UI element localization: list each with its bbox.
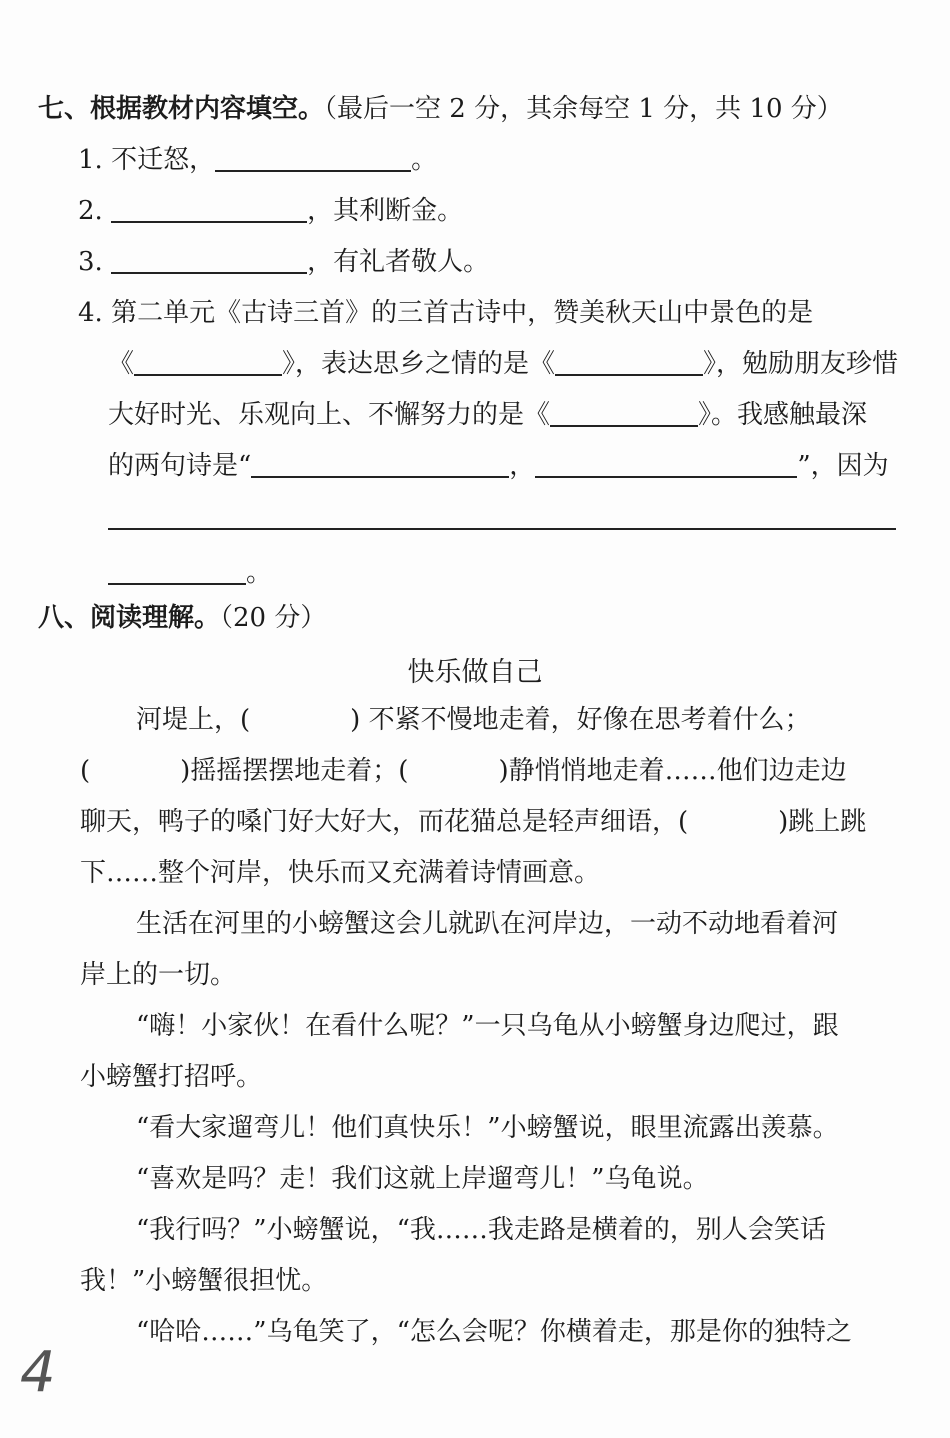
p1-text-c: ( <box>80 756 91 786</box>
q4-blank-reason-end[interactable] <box>108 557 246 585</box>
q4-number: 4. <box>78 298 103 328</box>
question-2 <box>78 194 463 228</box>
p3-line2: 小螃蟹打招呼。 <box>80 1062 263 1092</box>
q4-bracket-open: 《 <box>108 349 135 379</box>
q4-text-a: 》，表达思乡之情的是《 <box>282 349 556 379</box>
q2-number: 2. <box>78 196 103 226</box>
page-number: 4 <box>20 1340 56 1405</box>
q4-line1: 第二单元《古诗三首》的三首古诗中，赞美秋天山中景色的是 <box>111 298 814 328</box>
q1-number: 1. <box>78 145 103 175</box>
p7-line1: “哈哈……”乌龟笑了，“怎么会呢？你横着走，那是你的独特之 <box>136 1317 852 1347</box>
q4-text-b: 》，勉励朋友珍惜 <box>703 349 899 379</box>
q4-line4 <box>108 449 889 483</box>
p3-line1: “嗨！小家伙！在看什么呢？”一只乌龟从小螃蟹身边爬过，跟 <box>136 1011 839 1041</box>
q4-end: 。 <box>246 558 273 588</box>
p1-text-a: 河堤上，( <box>136 705 251 735</box>
q3-text: ，有礼者敬人。 <box>307 247 490 277</box>
q4-line6 <box>108 556 272 590</box>
q4-comma: ， <box>509 451 536 481</box>
p1-text-f: 聊天，鸭子的嗓门好大好大，而花猫总是轻声细语，( <box>80 807 689 837</box>
q4-text-c: 大好时光、乐观向上、不懈努力的是《 <box>108 400 551 430</box>
question-1 <box>78 143 437 177</box>
q3-blank[interactable] <box>111 246 307 274</box>
q4-text-d: 》。我感触最深 <box>698 400 868 430</box>
p2-line1: 生活在河里的小螃蟹这会儿就趴在河岸边，一动不动地看着河 <box>136 909 839 939</box>
p1-text-d: )摇摇摆摆地走着；( <box>180 756 409 786</box>
section8-heading <box>38 601 326 635</box>
section7-heading <box>38 92 843 126</box>
q2-blank[interactable] <box>111 195 307 223</box>
q4-blank-reason-line[interactable] <box>108 528 896 530</box>
p1-text-b: ) 不紧不慢地走着，好像在思考着什么； <box>350 705 811 735</box>
section7-score-note: （最后一空 2 分，其余每空 1 分，共 10 分） <box>324 94 843 124</box>
q4-line2 <box>108 347 898 381</box>
p1-line3 <box>80 805 866 839</box>
p6-line1: “我行吗？”小螃蟹说，“我……我走路是横着的，别人会笑话 <box>136 1215 826 1245</box>
p1-line2 <box>80 754 847 788</box>
p1-line4: 下……整个河岸，快乐而又充满着诗情画意。 <box>80 858 601 888</box>
q4-blank-autumn-poem[interactable] <box>134 348 282 376</box>
q4-blank-encourage-poem[interactable] <box>550 399 698 427</box>
p1-line1 <box>136 703 811 737</box>
q3-number: 3. <box>78 247 103 277</box>
q1-text: 不迁怒， <box>111 145 216 175</box>
q4-line3 <box>108 398 867 432</box>
q4-blank-verse-1[interactable] <box>251 450 509 478</box>
q1-end: 。 <box>411 145 438 175</box>
section7-title: 七、根据教材内容填空。 <box>38 94 325 124</box>
p6-line2: 我！”小螃蟹很担忧。 <box>80 1266 328 1296</box>
p1-text-g: )跳上跳 <box>778 807 867 837</box>
section8-score-note: （20 分） <box>220 603 327 633</box>
story-title: 快乐做自己 <box>407 657 543 688</box>
q4-text-f: ”，因为 <box>797 451 889 481</box>
p4-line: “看大家遛弯儿！他们真快乐！”小螃蟹说，眼里流露出羡慕。 <box>136 1113 839 1143</box>
p5-line: “喜欢是吗？走！我们这就上岸遛弯儿！”乌龟说。 <box>136 1164 709 1194</box>
p1-text-e: )静悄悄地走着……他们边走边 <box>498 756 847 786</box>
q4-text-e: 的两句诗是“ <box>108 451 252 481</box>
p2-line2: 岸上的一切。 <box>80 960 237 990</box>
section8-title: 八、阅读理解。 <box>38 603 221 633</box>
q1-blank[interactable] <box>215 144 411 172</box>
q4-blank-homesick-poem[interactable] <box>555 348 703 376</box>
q4-blank-verse-2[interactable] <box>535 450 797 478</box>
question-3 <box>78 245 489 279</box>
question-4 <box>78 296 813 330</box>
q2-text: ，其利断金。 <box>307 196 464 226</box>
